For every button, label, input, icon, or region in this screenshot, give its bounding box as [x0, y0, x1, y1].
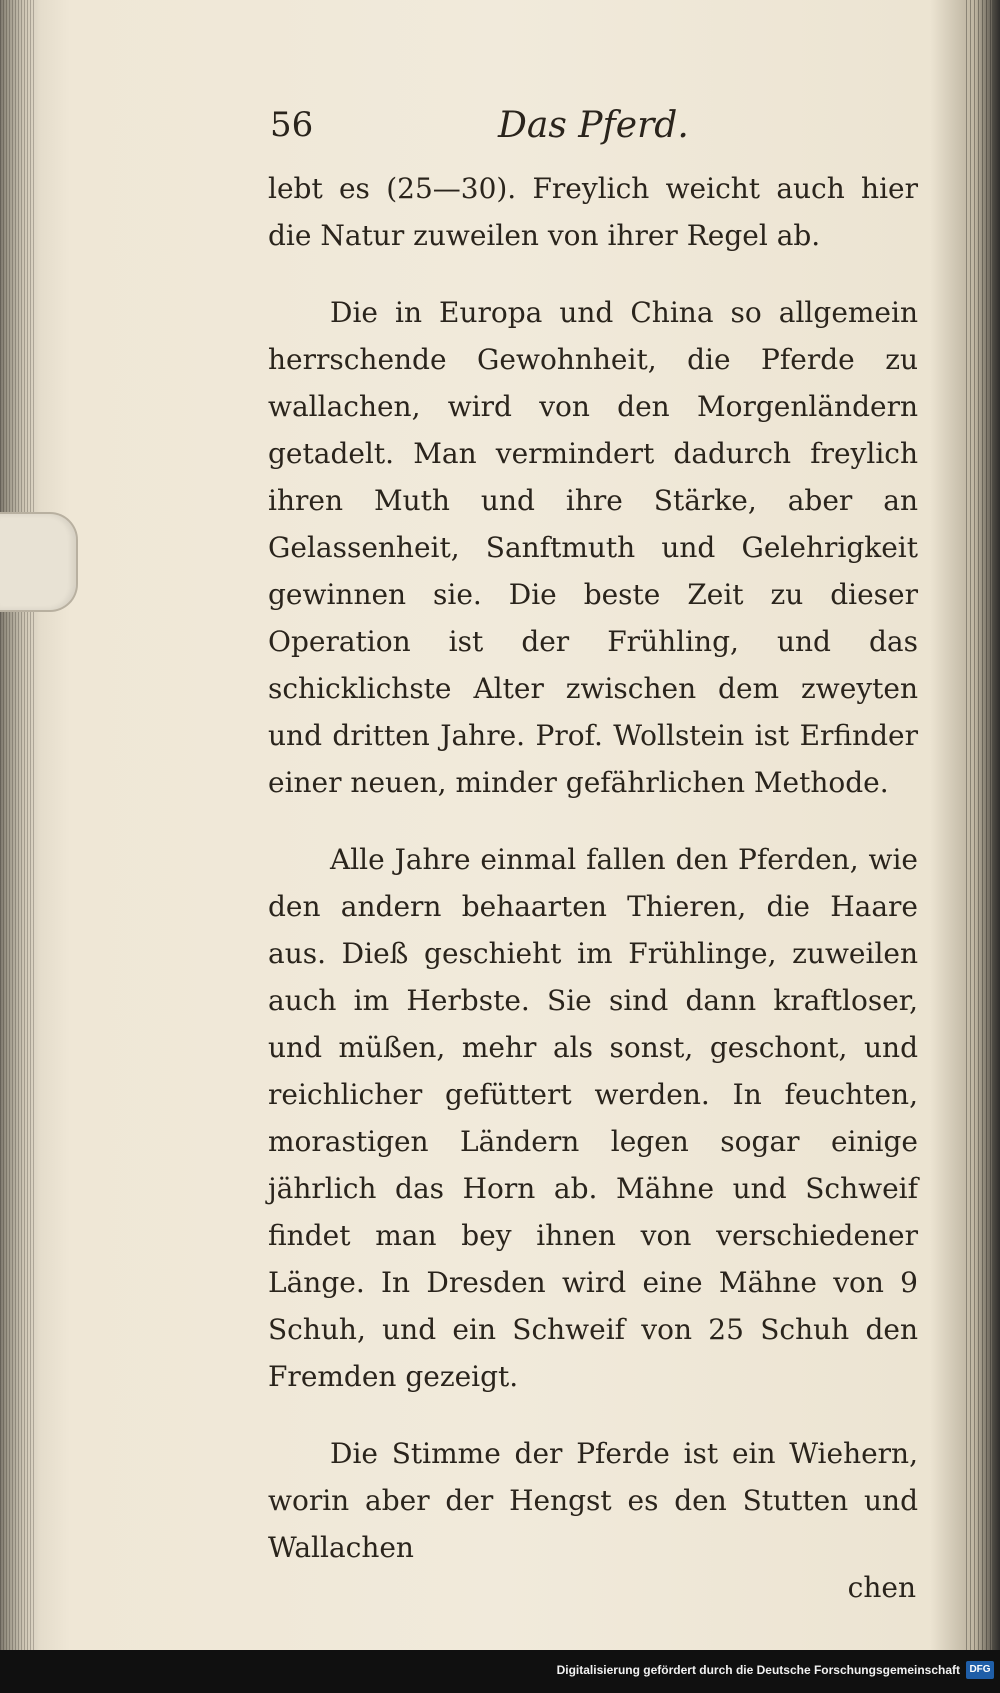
running-title: Das Pferd.	[498, 105, 689, 146]
book-page	[268, 105, 918, 1604]
page-body	[268, 165, 918, 1604]
paragraph: Alle Jahre einmal fallen den Pferden, wie den andern behaarten Thieren, die Haare aus. Dieß geschieht im Frühlinge, zuweilen auch im Herbste. Sie sind dann kraftloser, und müßen, mehr als sonst, geschont, und reichlicher gefüttert werden. In feuchten, morastigen Ländern legen sogar einige jährlich das Horn ab. Mähne und Schweif findet man bey ihnen von verschiedener Länge. In Dresden wird eine Mähne von 9 Schuh, und ein Schweif von 25 Schuh den Fremden gezeigt.	[268, 843, 918, 1393]
page-header	[268, 105, 918, 161]
paragraph: Die in Europa und China so allgemein herrschende Gewohnheit, die Pferde zu wallachen, wird von den Morgenländern getadelt. Man vermindert dadurch freylich ihren Muth und ihre Stärke, aber an Gelassenheit, Sanftmuth und Gelehrigkeit gewinnen sie. Die beste Zeit zu dieser Operation ist der Frühling, und das schicklichste Alter zwischen dem zweyten und dritten Jahre. Prof. Wollstein ist Erfinder einer neuen, minder gefährlichen Methode.	[268, 296, 918, 799]
dfg-logo-icon: DFG	[966, 1661, 994, 1679]
footer-bar	[0, 1650, 1000, 1693]
paragraph: Die Stimme der Pferde ist ein Wiehern, worin aber der Hengst es den Stutten und Wallachen	[268, 1437, 918, 1564]
page-edges-right	[966, 0, 992, 1650]
page-edges-left	[0, 0, 36, 1650]
catchword: chen	[847, 1571, 916, 1604]
page-tab-marker	[0, 512, 78, 612]
page-number: 56	[270, 105, 314, 145]
paragraph: lebt es (25—30). Freylich weicht auch hier die Natur zuweilen von ihrer Regel ab.	[268, 172, 918, 252]
funding-credit: Digitalisierung gefördert durch die Deutsche Forschungsgemeinschaft	[556, 1663, 960, 1677]
